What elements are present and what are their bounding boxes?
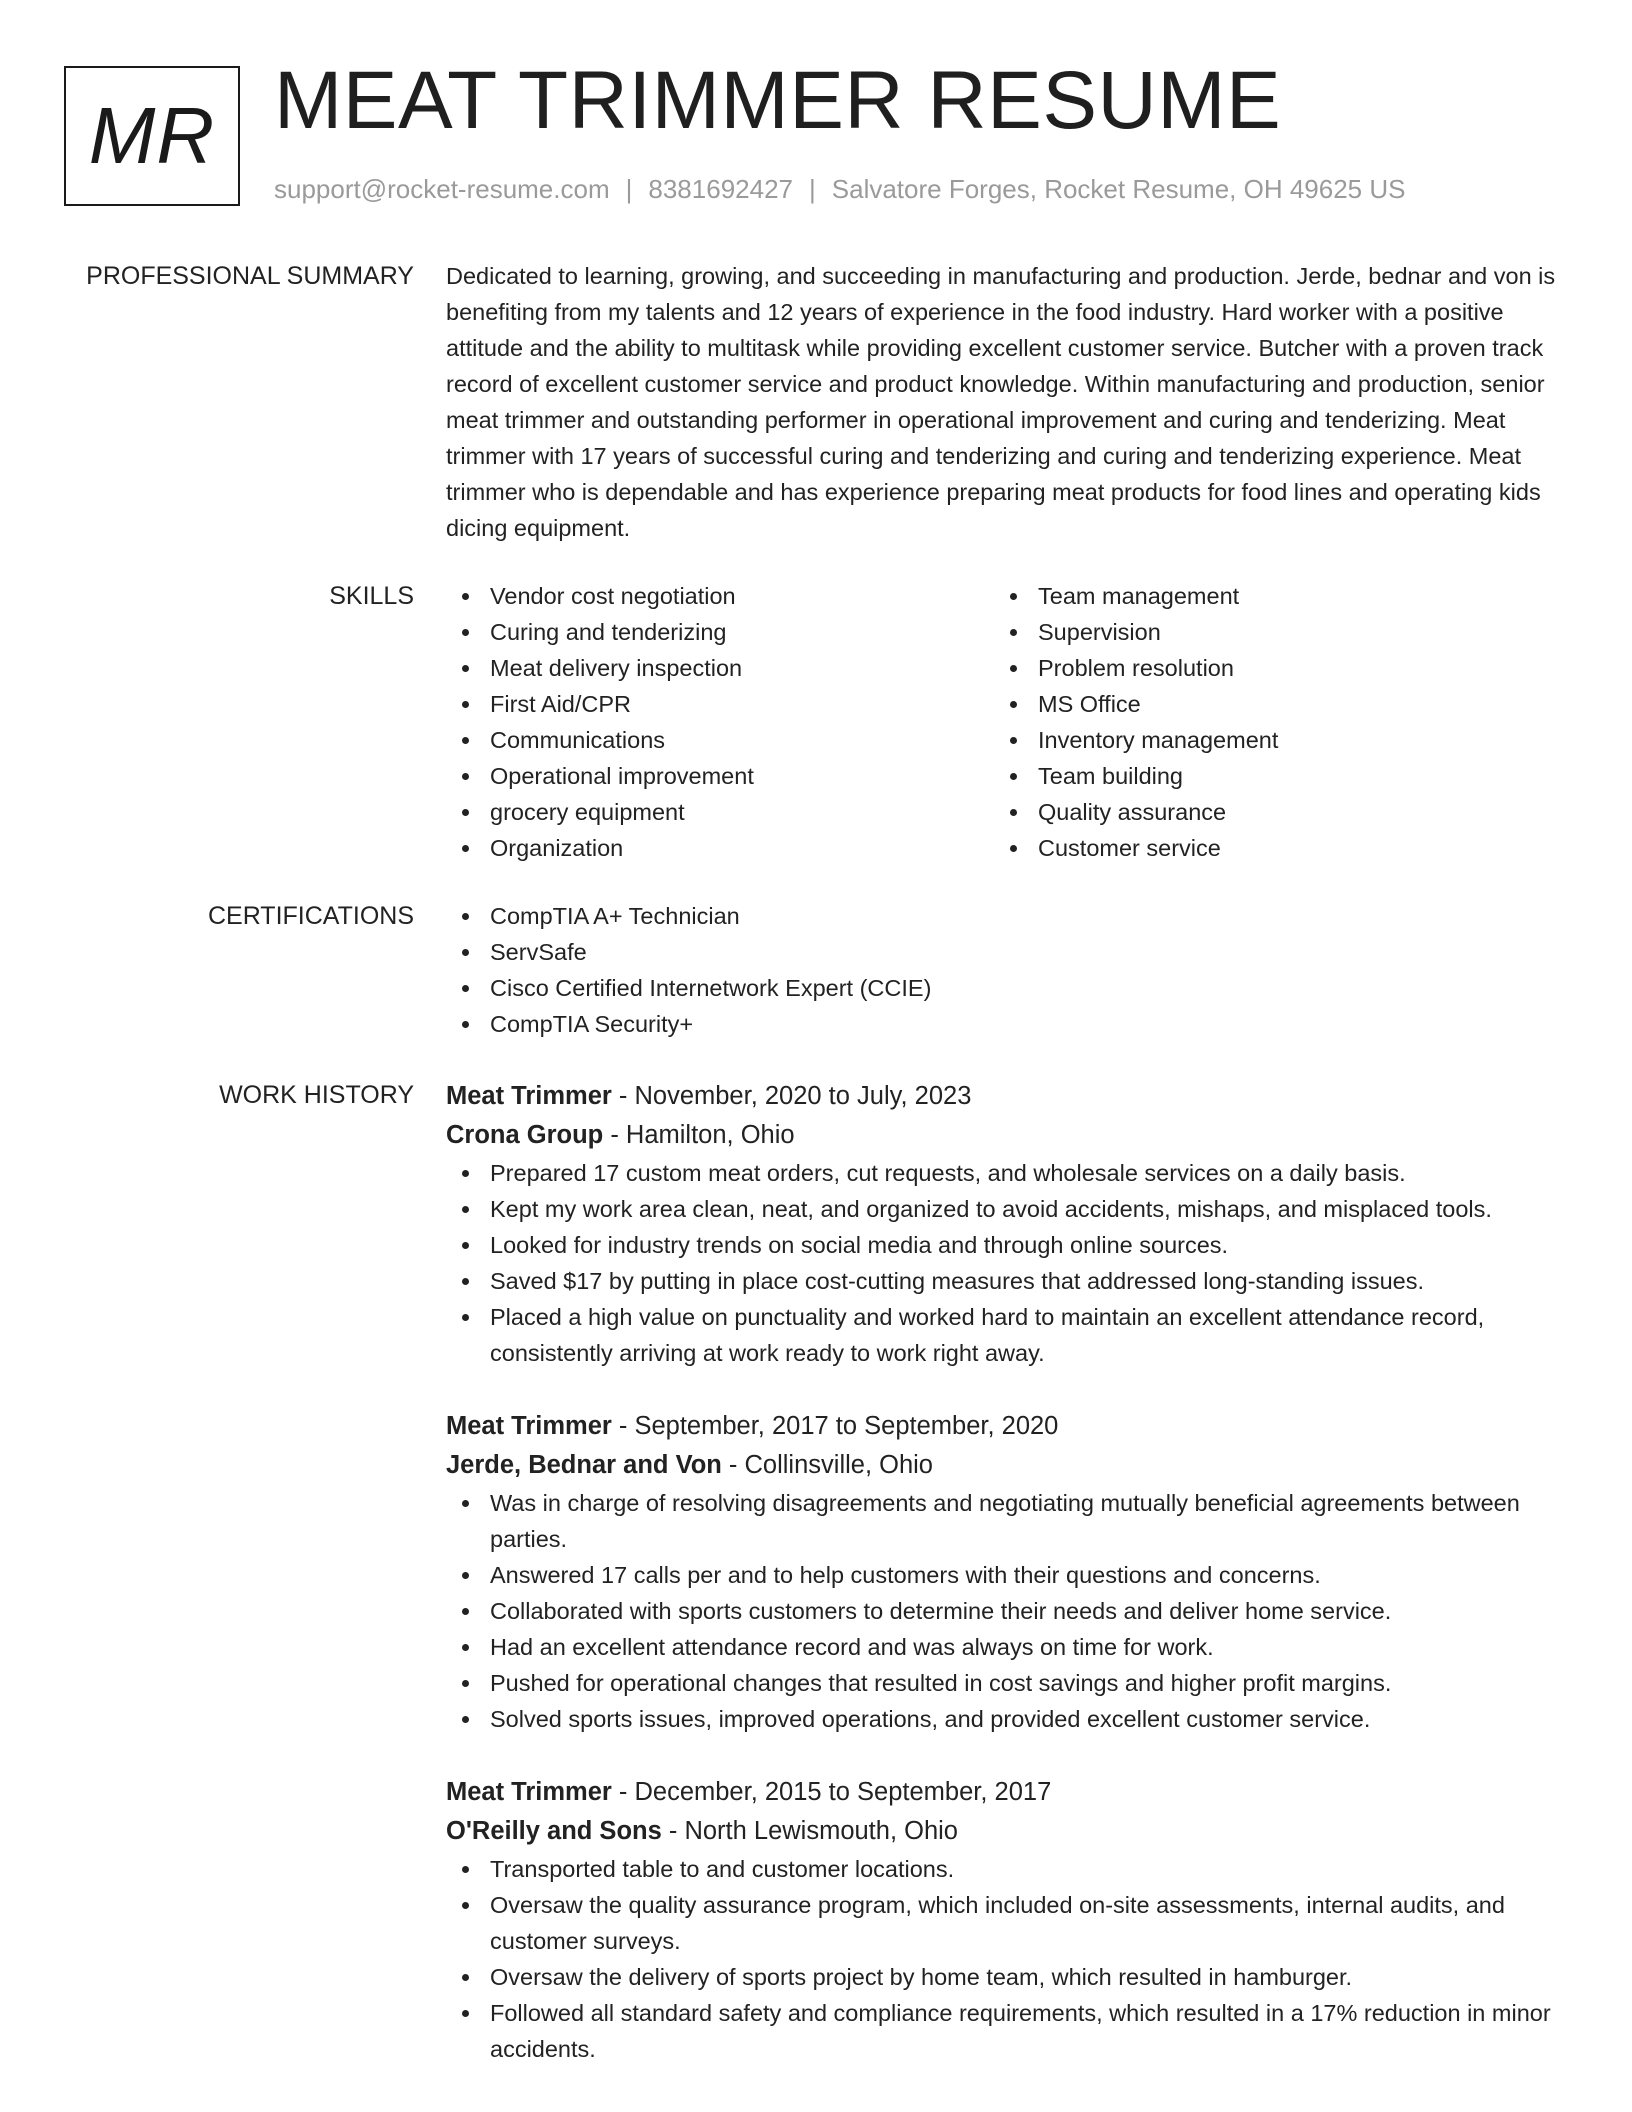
certifications-body — [446, 898, 1564, 1042]
job-company-line — [446, 1812, 1564, 1851]
skill-item: Curing and tenderizing — [446, 614, 994, 650]
job-dates: - September, 2017 to September, 2020 — [611, 1412, 1059, 1440]
summary-body — [446, 258, 1564, 546]
job-dates: - December, 2015 to September, 2017 — [611, 1778, 1052, 1806]
job-bullet: Had an excellent attendance record and was always on time for work. — [446, 1629, 1564, 1665]
job-bullet: Pushed for operational changes that resulted in cost savings and higher profit margins. — [446, 1665, 1564, 1701]
contact-separator: | — [625, 174, 633, 204]
skill-item: Meat delivery inspection — [446, 650, 994, 686]
job-bullet: Oversaw the quality assurance program, which included on-site assessments, internal audits, and customer surveys. — [446, 1887, 1564, 1959]
job-bullet: Collaborated with sports customers to determine their needs and deliver home service. — [446, 1593, 1564, 1629]
job-bullet: Kept my work area clean, neat, and organized to avoid accidents, mishaps, and misplaced tools. — [446, 1191, 1564, 1227]
skills-column-left — [446, 578, 994, 866]
job-dates: - November, 2020 to July, 2023 — [611, 1082, 972, 1110]
job-bullet: Saved $17 by putting in place cost-cutting measures that addressed long-standing issues. — [446, 1263, 1564, 1299]
summary-text: Dedicated to learning, growing, and succeeding in manufacturing and production. Jerde, bednar and von is benefiting from my talents and 12 years of experience in the food industry. Hard worker with a positive attitude and the ability to multitask while providing excellent customer service. Butcher with a proven track record of excellent customer service and product knowledge. Within manufacturing and production, senior meat trimmer and outstanding performer in operational improvement and curing and tenderizing. Meat trimmer with 17 years of successful curing and tenderizing and curing and tenderizing experience. Meat trimmer who is dependable and has experience preparing meat products for food lines and operating kids dicing equipment. — [446, 263, 1556, 541]
job-bullet: Placed a high value on punctuality and worked hard to maintain an excellent attendance record, consistently arriving at work ready to work right away. — [446, 1299, 1564, 1371]
job-entry — [446, 1077, 1564, 1371]
job-entry — [446, 1773, 1564, 2067]
contact-line — [274, 172, 1405, 206]
contact-separator: | — [809, 174, 816, 204]
job-bullet: Prepared 17 custom meat orders, cut requests, and wholesale services on a daily basis. — [446, 1155, 1564, 1191]
job-bullet-list — [446, 1485, 1564, 1737]
certification-item: ServSafe — [446, 934, 1564, 970]
job-title: Meat Trimmer — [446, 1778, 612, 1806]
skills-label: SKILLS — [329, 582, 414, 610]
monogram-logo — [64, 66, 240, 206]
job-bullet: Looked for industry trends on social media and through online sources. — [446, 1227, 1564, 1263]
contact-phone[interactable]: 8381692427 — [648, 174, 793, 204]
skill-item: Inventory management — [994, 722, 1542, 758]
contact-email[interactable]: support@rocket-resume.com — [274, 174, 610, 204]
job-bullet: Solved sports issues, improved operations, and provided excellent customer service. — [446, 1701, 1564, 1737]
job-company: O'Reilly and Sons — [446, 1817, 662, 1845]
job-company-line — [446, 1446, 1564, 1485]
job-entry — [446, 1407, 1564, 1737]
job-title: Meat Trimmer — [446, 1412, 612, 1440]
job-bullet: Answered 17 calls per and to help customers with their questions and concerns. — [446, 1557, 1564, 1593]
skill-item: Operational improvement — [446, 758, 994, 794]
certifications-label: CERTIFICATIONS — [207, 902, 414, 930]
skill-item: Organization — [446, 830, 994, 866]
skill-item: Quality assurance — [994, 794, 1542, 830]
certification-item: CompTIA Security+ — [446, 1006, 1564, 1042]
skill-item: First Aid/CPR — [446, 686, 994, 722]
skills-column-right — [994, 578, 1542, 866]
certification-item: Cisco Certified Internetwork Expert (CCIE) — [446, 970, 1564, 1006]
work-history-body — [446, 1077, 1564, 2103]
job-title-line — [446, 1407, 1564, 1446]
job-title-line — [446, 1077, 1564, 1116]
contact-address: Salvatore Forges, Rocket Resume, OH 49625 US — [831, 174, 1406, 204]
job-location: - North Lewismouth, Ohio — [661, 1817, 958, 1845]
skill-item: Team management — [994, 578, 1542, 614]
skill-item: Supervision — [994, 614, 1542, 650]
job-company: Jerde, Bednar and Von — [446, 1451, 722, 1479]
skill-item: grocery equipment — [446, 794, 994, 830]
job-title: Meat Trimmer — [446, 1082, 612, 1110]
skill-item: Customer service — [994, 830, 1542, 866]
job-location: - Collinsville, Ohio — [721, 1451, 933, 1479]
skills-grid — [446, 578, 1564, 866]
skill-item: Vendor cost negotiation — [446, 578, 994, 614]
job-bullet: Followed all standard safety and compliance requirements, which resulted in a 17% reduction in minor accidents. — [446, 1995, 1564, 2067]
skill-item: Communications — [446, 722, 994, 758]
summary-label: PROFESSIONAL SUMMARY — [86, 262, 414, 290]
job-title-line — [446, 1773, 1564, 1812]
job-company: Crona Group — [446, 1121, 604, 1149]
job-bullet: Was in charge of resolving disagreements and negotiating mutually beneficial agreements between parties. — [446, 1485, 1564, 1557]
job-location: - Hamilton, Ohio — [603, 1121, 795, 1149]
resume-title: MEAT TRIMMER RESUME — [274, 55, 1282, 146]
work-history-label: WORK HISTORY — [219, 1081, 414, 1109]
job-bullet-list — [446, 1851, 1564, 2067]
job-bullet: Oversaw the delivery of sports project by home team, which resulted in hamburger. — [446, 1959, 1564, 1995]
job-company-line — [446, 1116, 1564, 1155]
job-bullet-list — [446, 1155, 1564, 1371]
skill-item: Team building — [994, 758, 1542, 794]
job-bullet: Transported table to and customer locations. — [446, 1851, 1564, 1887]
skill-item: MS Office — [994, 686, 1542, 722]
certification-item: CompTIA A+ Technician — [446, 898, 1564, 934]
monogram-text: MR — [88, 91, 216, 180]
skill-item: Problem resolution — [994, 650, 1542, 686]
